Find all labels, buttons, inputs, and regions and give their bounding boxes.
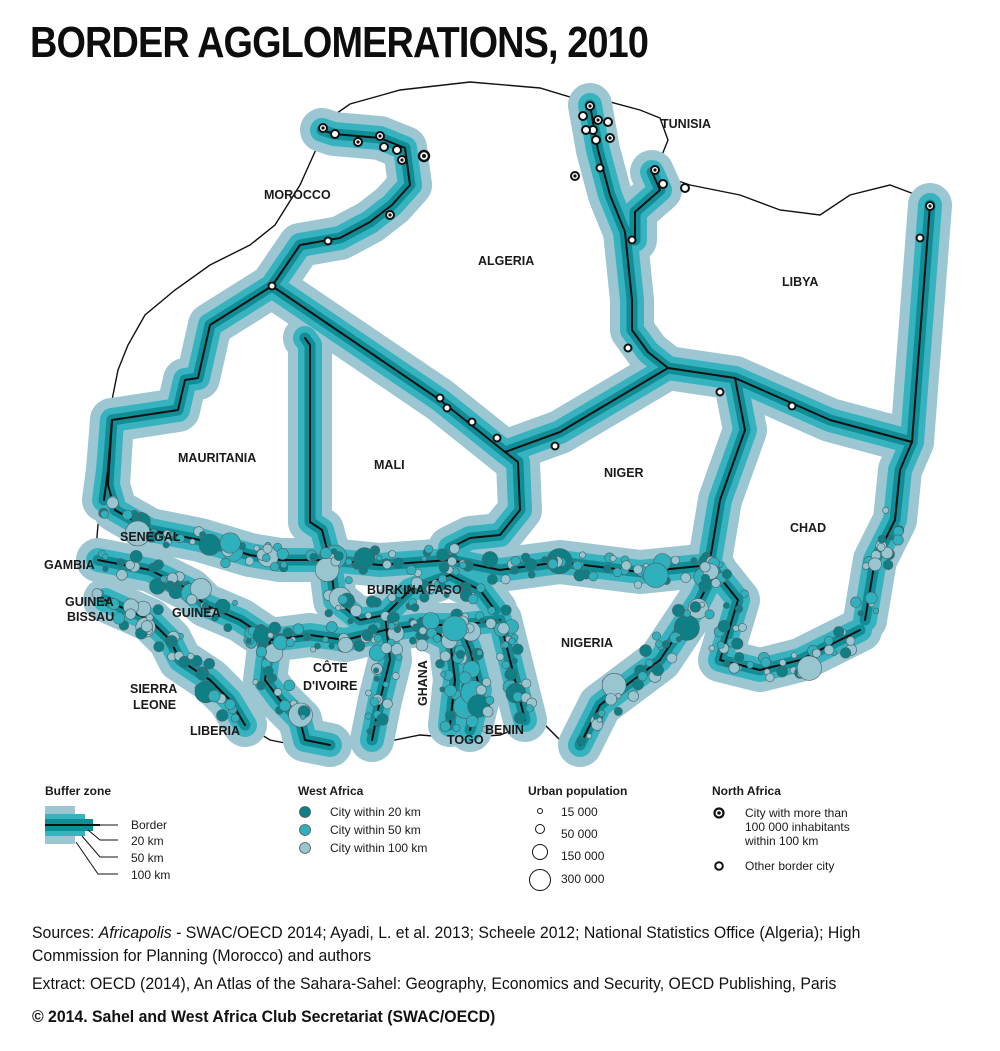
city-marker	[511, 556, 521, 566]
label-senegal: SENEGAL	[120, 530, 181, 544]
city-marker	[589, 572, 598, 581]
legend-urban-300000: 300 000	[561, 872, 605, 886]
city-marker	[824, 636, 833, 645]
city-marker	[221, 558, 231, 568]
legend-buffer-100km: 100 km	[131, 868, 171, 882]
city-marker	[320, 548, 331, 559]
city-marker	[597, 718, 602, 723]
city-marker	[513, 644, 523, 654]
city-marker	[368, 625, 378, 635]
city-marker	[733, 625, 739, 631]
label-liberia: LIBERIA	[190, 724, 240, 738]
city-marker	[633, 565, 642, 574]
legend-urban-circles	[530, 809, 551, 891]
city-marker	[293, 624, 304, 635]
city-marker	[325, 609, 333, 617]
sources-note	[32, 921, 916, 967]
city-marker	[877, 543, 885, 551]
city-marker	[257, 681, 266, 690]
city-marker	[366, 690, 372, 696]
city-marker	[718, 620, 730, 632]
city-marker	[262, 554, 270, 562]
city-marker	[858, 611, 864, 617]
city-marker	[498, 623, 509, 634]
city-marker	[383, 682, 389, 688]
city-marker	[425, 545, 433, 553]
city-marker	[246, 638, 252, 644]
city-marker	[283, 628, 292, 637]
legend-large-city-line3: within 100 km	[745, 834, 819, 848]
city-marker	[846, 637, 855, 646]
label-niger: NIGER	[604, 466, 644, 480]
city-marker	[326, 622, 337, 633]
city-marker	[873, 608, 879, 614]
city-marker	[700, 562, 710, 572]
city-marker	[479, 618, 485, 624]
city-marker	[510, 566, 518, 574]
city-marker	[264, 666, 274, 676]
city-marker	[761, 658, 771, 668]
label-chad: CHAD	[790, 521, 827, 535]
city-marker	[573, 561, 582, 570]
city-marker	[502, 661, 510, 669]
city-marker	[190, 539, 196, 545]
sources-italic: Africapolis	[98, 923, 172, 942]
city-marker	[370, 698, 379, 707]
city-marker	[667, 653, 677, 663]
legend-large-city-marker-dot	[717, 811, 721, 815]
city-marker	[322, 637, 328, 643]
city-marker	[166, 640, 173, 647]
city-marker	[338, 595, 347, 604]
city-marker	[722, 569, 731, 578]
label-mali: MALI	[374, 458, 405, 472]
city-marker	[232, 600, 237, 605]
city-marker	[274, 688, 282, 696]
city-marker	[883, 507, 889, 513]
city-marker	[577, 737, 586, 746]
city-marker	[409, 637, 416, 644]
city-marker	[348, 619, 353, 624]
city-marker	[655, 641, 662, 648]
city-marker	[486, 618, 496, 628]
city-marker	[245, 557, 253, 565]
city-marker	[387, 614, 396, 623]
city-marker	[187, 594, 197, 604]
city-marker	[383, 699, 393, 709]
city-marker	[217, 710, 229, 722]
city-marker	[501, 605, 511, 615]
city-marker	[797, 656, 821, 680]
city-marker	[416, 639, 428, 651]
city-marker	[622, 561, 632, 571]
label-cote-divoire-line1: CÔTE	[313, 661, 348, 675]
city-marker	[735, 605, 742, 612]
city-marker	[579, 552, 585, 558]
city-marker	[614, 707, 622, 715]
city-marker	[374, 668, 379, 673]
city-marker	[791, 653, 797, 659]
city-marker	[512, 658, 518, 664]
city-marker	[869, 558, 882, 571]
label-libya: LIBYA	[782, 275, 819, 289]
city-marker	[717, 641, 724, 648]
city-marker	[329, 643, 334, 648]
city-marker	[634, 581, 642, 589]
label-sierra-leone-line1: SIERRA	[130, 682, 178, 696]
label-morocco: MOROCCO	[264, 188, 331, 202]
city-marker	[439, 575, 447, 583]
city-marker	[146, 614, 153, 621]
legend-west-africa-heading: West Africa	[298, 784, 364, 798]
city-marker	[411, 604, 419, 612]
city-marker	[542, 557, 548, 563]
city-marker	[149, 563, 158, 572]
legend-city-50km: City within 50 km	[330, 823, 421, 837]
city-marker	[422, 613, 439, 630]
city-marker	[125, 609, 136, 620]
city-marker	[628, 691, 639, 702]
city-marker	[526, 705, 534, 713]
city-marker	[574, 570, 585, 581]
city-marker	[204, 658, 215, 669]
city-marker	[279, 700, 290, 711]
city-marker	[747, 661, 754, 668]
city-marker	[422, 154, 426, 158]
city-marker	[766, 674, 774, 682]
legend-buffer-heading: Buffer zone	[45, 784, 111, 798]
city-marker	[525, 559, 537, 571]
city-marker	[681, 573, 691, 583]
city-marker	[724, 660, 731, 667]
label-guinea: GUINEA	[172, 606, 221, 620]
city-marker	[739, 623, 747, 631]
city-marker	[374, 635, 382, 643]
legend-urban-heading: Urban population	[528, 784, 628, 798]
city-marker	[741, 590, 749, 598]
city-marker	[528, 571, 535, 578]
legend-urban-15000: 15 000	[561, 805, 598, 819]
city-marker	[197, 669, 208, 680]
city-marker	[440, 651, 450, 661]
city-marker	[840, 648, 850, 658]
city-marker	[502, 641, 509, 648]
city-marker	[188, 653, 194, 659]
city-marker	[422, 556, 427, 561]
city-marker	[777, 666, 788, 677]
legend-city-100km-swatch	[300, 843, 311, 854]
label-burkina-faso: BURKINA FASO	[367, 583, 462, 597]
city-marker	[440, 687, 445, 692]
city-marker	[270, 562, 279, 571]
city-marker	[709, 645, 715, 651]
sources-prefix: Sources:	[32, 923, 99, 942]
city-marker	[374, 676, 379, 681]
city-marker	[225, 699, 235, 709]
city-marker	[483, 706, 494, 717]
city-marker	[453, 724, 460, 731]
legend-buffer-50km: 50 km	[131, 851, 164, 865]
city-marker	[638, 672, 647, 681]
city-marker	[301, 714, 306, 719]
city-marker	[662, 641, 669, 648]
legend-buffer-20km: 20 km	[131, 834, 164, 848]
city-marker	[310, 553, 318, 561]
city-marker	[505, 669, 517, 681]
city-marker	[346, 559, 353, 566]
city-marker	[705, 610, 714, 619]
city-marker	[381, 643, 392, 654]
city-marker	[450, 544, 460, 554]
legend-north-africa-heading: North Africa	[712, 784, 781, 798]
city-marker	[311, 647, 316, 652]
extract-note: Extract: OECD (2014), An Atlas of the Sahara-Sahel: Geography, Economics and Security, OECD Publishing, Paris	[32, 974, 837, 993]
legend-city-20km-swatch	[300, 807, 311, 818]
city-marker	[456, 650, 464, 658]
city-marker	[199, 534, 220, 555]
city-marker	[113, 613, 125, 625]
copyright-note: © 2014. Sahel and West Africa Club Secretariat (SWAC/OECD)	[32, 1007, 496, 1026]
city-marker	[548, 559, 558, 569]
city-marker	[273, 635, 287, 649]
city-marker	[441, 672, 446, 677]
city-marker	[676, 636, 681, 641]
city-marker	[338, 637, 353, 652]
legend-other-city: Other border city	[745, 859, 835, 873]
city-marker	[220, 533, 240, 553]
city-marker	[476, 685, 486, 695]
city-marker	[448, 557, 457, 566]
city-marker	[732, 638, 743, 649]
city-marker	[396, 654, 402, 660]
city-marker	[605, 694, 617, 706]
city-marker	[383, 560, 392, 569]
city-marker	[365, 713, 372, 720]
legend-urban-150000: 150 000	[561, 849, 605, 863]
legend-large-city-line2: 100 000 inhabitants	[745, 820, 850, 834]
city-marker	[365, 612, 371, 618]
city-marker	[373, 548, 379, 554]
city-marker	[354, 548, 374, 568]
city-marker	[482, 678, 491, 687]
city-marker	[598, 710, 605, 717]
city-marker	[672, 604, 684, 616]
city-marker	[336, 605, 341, 610]
city-marker	[878, 535, 886, 543]
label-guinea-bissau-line2: BISSAU	[67, 610, 115, 624]
city-marker	[723, 603, 729, 609]
city-marker	[130, 550, 142, 562]
city-marker	[889, 535, 894, 540]
city-marker	[851, 597, 862, 608]
city-marker	[208, 690, 220, 702]
city-marker	[377, 555, 382, 560]
city-marker	[644, 563, 669, 588]
city-marker	[613, 568, 622, 577]
city-marker	[488, 607, 496, 615]
city-marker	[433, 635, 441, 643]
city-marker	[893, 535, 903, 545]
city-marker	[160, 576, 166, 582]
city-marker	[439, 563, 449, 573]
legend-buffer-swatch	[45, 806, 100, 844]
label-algeria: ALGERIA	[478, 254, 535, 268]
city-marker	[460, 562, 467, 569]
city-marker	[812, 649, 821, 658]
city-marker	[269, 622, 281, 634]
city-marker	[393, 558, 403, 568]
label-tunisia: TUNISIA	[661, 117, 711, 131]
city-marker	[107, 497, 119, 509]
city-marker	[256, 647, 267, 658]
city-marker	[468, 594, 478, 604]
label-benin: BENIN	[485, 723, 524, 737]
city-marker	[154, 642, 164, 652]
city-marker	[477, 584, 486, 593]
legend-city-100km: City within 100 km	[330, 841, 428, 855]
city-marker	[263, 544, 272, 553]
city-marker	[646, 659, 653, 666]
city-marker	[117, 569, 128, 580]
city-marker	[477, 650, 483, 656]
city-marker	[699, 580, 710, 591]
label-togo: TOGO	[447, 733, 484, 747]
city-marker	[277, 548, 288, 559]
label-gambia: GAMBIA	[44, 558, 95, 572]
city-marker	[419, 627, 427, 635]
city-marker	[640, 645, 652, 657]
city-marker	[286, 639, 294, 647]
city-marker	[366, 596, 377, 607]
city-marker	[101, 510, 109, 518]
label-ghana: GHANA	[416, 660, 430, 706]
legend-large-city-line1: City with more than	[745, 806, 848, 820]
legend-other-city-marker	[715, 862, 723, 870]
city-marker	[652, 664, 664, 676]
city-marker	[224, 624, 232, 632]
city-marker	[377, 714, 389, 726]
city-marker	[165, 581, 175, 591]
legend-city-50km-swatch	[300, 825, 311, 836]
city-marker	[779, 659, 786, 666]
city-marker	[445, 685, 457, 697]
city-marker	[671, 556, 679, 564]
city-marker	[141, 621, 152, 632]
city-marker	[587, 733, 592, 738]
city-marker	[280, 561, 287, 568]
city-marker	[126, 561, 135, 570]
city-marker	[652, 632, 660, 640]
city-marker	[334, 551, 343, 560]
city-marker	[392, 673, 399, 680]
label-cote-divoire-line2: D'IVOIRE	[303, 679, 358, 693]
city-marker	[883, 560, 893, 570]
city-marker	[487, 574, 497, 584]
city-marker	[367, 729, 373, 735]
city-marker	[442, 616, 467, 641]
label-guinea-bissau-line1: GUINEA	[65, 595, 114, 609]
city-marker	[123, 510, 133, 520]
city-marker	[501, 575, 510, 584]
city-marker	[231, 714, 239, 722]
city-marker	[514, 712, 526, 724]
city-marker	[117, 559, 125, 567]
city-marker	[496, 653, 504, 661]
city-marker	[284, 680, 295, 691]
legend-city-20km: City within 20 km	[330, 805, 421, 819]
city-marker	[459, 672, 471, 684]
city-marker	[834, 627, 844, 637]
city-marker	[466, 716, 478, 728]
city-marker	[824, 645, 834, 655]
sources-rest: - SWAC/OECD 2014; Ayadi, L. et al. 2013; Scheele 2012; National Statistics Office (Algeria); High Commission for Planning (Morocco) and authors	[32, 923, 861, 965]
city-marker	[486, 696, 494, 704]
city-marker	[446, 711, 455, 720]
city-marker	[482, 552, 497, 567]
legend-urban-50000: 50 000	[561, 827, 598, 841]
city-marker	[407, 565, 416, 574]
label-nigeria: NIGERIA	[561, 636, 614, 650]
city-marker	[865, 592, 877, 604]
city-marker	[711, 579, 720, 588]
label-sierra-leone-line2: LEONE	[133, 698, 177, 712]
city-marker	[350, 599, 355, 604]
map-title: BORDER AGGLOMERATIONS, 2010	[30, 18, 649, 67]
city-marker	[389, 551, 396, 558]
city-marker	[254, 546, 260, 552]
city-marker	[437, 549, 449, 561]
city-marker	[604, 565, 611, 572]
city-marker	[691, 558, 697, 564]
city-marker	[690, 602, 701, 613]
city-marker	[103, 566, 108, 571]
city-marker	[350, 605, 362, 617]
city-marker	[509, 638, 516, 645]
city-marker	[394, 626, 401, 633]
legend-buffer-border: Border	[131, 818, 168, 832]
city-marker	[153, 605, 163, 615]
city-marker	[440, 721, 450, 731]
city-marker	[103, 554, 109, 560]
city-marker	[303, 633, 311, 641]
city-marker	[602, 673, 626, 697]
city-marker	[735, 652, 744, 661]
city-marker	[610, 555, 616, 561]
city-marker	[345, 577, 352, 584]
label-mauritania: MAURITANIA	[178, 451, 257, 465]
